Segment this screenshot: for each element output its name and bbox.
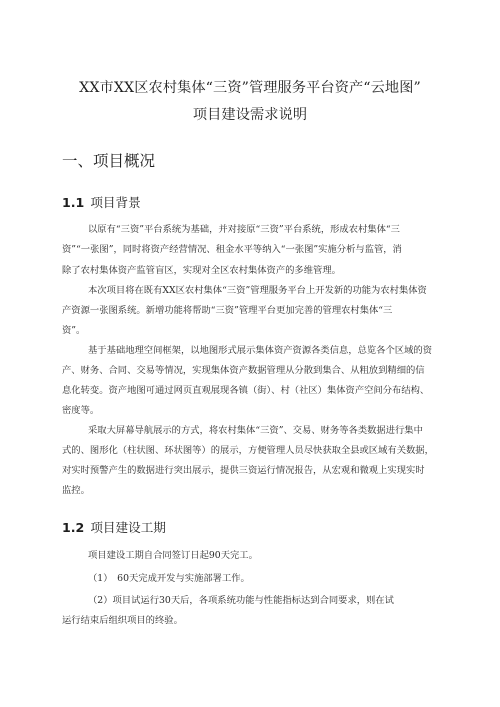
paragraph-line: 息化转变。资产地图可通过网页直观展现各镇（街）、村（社区）集体资产空间分布结构、 [62,385,430,396]
document-title-line-2: 项目建设需求说明 [192,107,308,123]
paragraph-line: （2）项目试运行30天后，各项系统功能与性能指标达到合同要求，则在试 [88,595,394,606]
subsection-heading-schedule [62,517,166,536]
subsection-title: 项目背景 [90,195,141,210]
section-heading-overview: 一、项目概况 [62,152,156,170]
paragraph-line: 资”“一张图”，同时将资产经营情况、租金水平等纳入“一张图”实施分析与监管，消 [62,244,402,255]
paragraph-line: 以原有“三资”平台系统为基础，并对接原“三资”平台系统，形成农村集体“三 [88,224,400,235]
subsection-number: 1.1 [62,195,85,210]
paragraph-line: 密度等。 [62,405,100,416]
paragraph-line: 产资源一张图系统。新增功能将帮助“三资”管理平台更加完善的管理农村集体“三 [62,305,393,316]
paragraph-line: 监控。 [62,485,90,496]
paragraph-line: 运行结束后组织项目的终验。 [62,615,183,626]
paragraph-line: 除了农村集体资产监管盲区，实现对全区农村集体资产的多维管理。 [62,265,341,276]
paragraph-line: 式的、图形化（柱状图、环状图等）的展示，方便管理人员尽快获取全县或区域有关数据， [62,445,434,456]
subsection-title: 项目建设工期 [90,520,166,535]
subsection-number: 1.2 [62,520,85,535]
paragraph-line: 基于基础地理空间框架，以地图形式展示集体资产资源各类信息，总览各个区域的资 [88,345,432,356]
paragraph-line: （1） 60天完成开发与实施部署工作。 [88,573,250,584]
paragraph-line: 本次项目将在既有XX区农村集体“三资”管理服务平台上开发新的功能为农村集体资 [88,285,427,296]
paragraph-line: 产、财务、合同、交易等情况，实现集体资产数据管理从分散到集合、从粗放到精细的信 [62,365,425,376]
paragraph-line: 项目建设工期自合同签订日起90天完工。 [88,550,258,561]
document-title-line-1: XX市XX区农村集体“三资”管理服务平台资产“云地图” [79,80,421,96]
paragraph-line: 采取大屏幕导航展示的方式，将农村集体“三资”、交易、财务等各类数据进行集中 [88,425,423,436]
paragraph-line: 资”。 [62,325,86,336]
subsection-heading-background [62,192,141,211]
paragraph-line: 对实时预警产生的数据进行突出展示，提供三资运行情况报告，从宏观和微观上实现实时 [62,465,425,476]
